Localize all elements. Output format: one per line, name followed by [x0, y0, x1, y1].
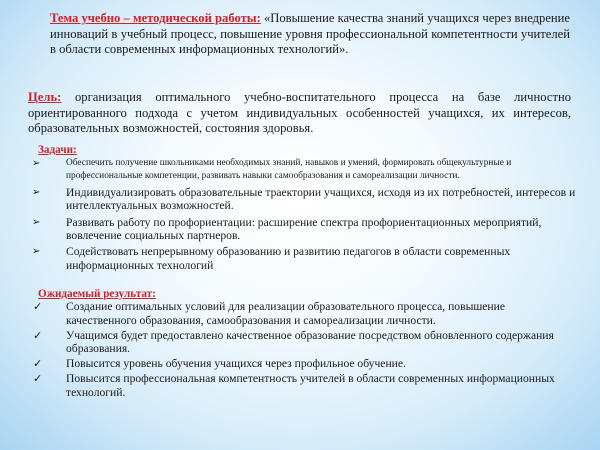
goal-label: Цель:: [28, 90, 62, 104]
arrowhead-bullet-icon: ➢: [32, 216, 41, 228]
checkmark-bullet-icon: ✓: [33, 328, 43, 342]
result-text: Повысится профессиональная компетентность учителей в области современных информационных технологий.: [66, 372, 555, 400]
list-item: [30, 216, 578, 243]
list-item: [30, 186, 578, 213]
result-heading: Ожидаемый результат:: [38, 288, 156, 300]
task-text: Содействовать непрерывному образованию и развитию педагогов в области современных информационных технологий: [66, 245, 511, 272]
result-text: Учащимся будет предоставлено качественное образование посредством обновленного содержания образования.: [66, 328, 554, 356]
checkmark-bullet-icon: ✓: [33, 357, 43, 371]
checkmark-bullet-icon: ✓: [33, 300, 43, 313]
result-text: Повысится уровень обучения учащихся через профильное обучение.: [66, 357, 406, 371]
task-text: Обеспечить получение школьниками необходимых знаний, навыков и умений, формировать общекультурные и профессиональные компетенции, развивать навыки самообразования и самореализации личности.: [66, 158, 512, 181]
arrowhead-bullet-icon: ➢: [32, 186, 41, 198]
topic-paragraph: [50, 11, 570, 58]
task-text: Развивать работу по профориентации: расширение спектра профориентационных мероприятий, вовлечение социальных партнеров.: [66, 215, 542, 243]
arrowhead-bullet-icon: ➢: [32, 158, 41, 169]
topic-label: Тема учебно – методической работы:: [50, 11, 261, 25]
list-item: [30, 357, 570, 371]
list-item: [30, 300, 570, 327]
list-item: [30, 372, 570, 399]
topic-text: «Повышение качества знаний учащихся через внедрение инноваций в учебный процесс, повышение уровня профессиональной компетентности учителей в области современных информационных технологий».: [50, 11, 570, 56]
list-item: [30, 329, 570, 356]
tasks-heading: Задачи:: [38, 144, 77, 156]
list-item: [30, 245, 578, 272]
list-item: [30, 157, 578, 183]
result-text: Создание оптимальных условий для реализации образовательного процесса, повышение качественного образования, самообразования и самореализации личности.: [66, 300, 505, 327]
goal-text: организация оптимального учебно-воспитательного процесса на базе личностно ориентированного подхода с учетом индивидуальных особенностей учащихся, их интересов, образовательных возможностей, состояния здоровья.: [28, 90, 571, 135]
goal-paragraph: [28, 90, 571, 137]
results-list: [30, 300, 570, 401]
task-text: Индивидуализировать образовательные траектории учащихся, исходя из их потребностей, интересов и интеллектуальных возможностей.: [66, 185, 576, 213]
arrowhead-bullet-icon: ➢: [32, 246, 41, 258]
tasks-list: [30, 157, 578, 275]
checkmark-bullet-icon: ✓: [33, 372, 43, 386]
